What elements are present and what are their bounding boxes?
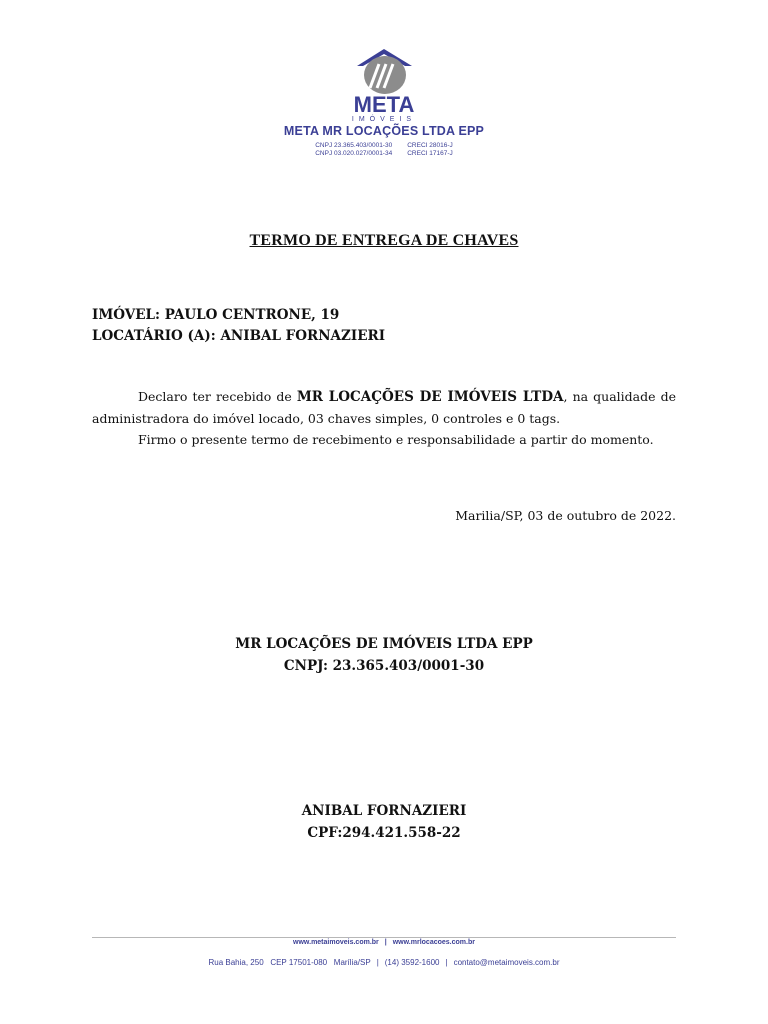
website-link[interactable]: www.metaimoveis.com.br (293, 939, 379, 946)
company-signature-name: MR LOCAÇÕES DE IMÓVEIS LTDA EPP (235, 636, 533, 652)
footer-contact (0, 958, 768, 967)
separator: | (376, 958, 379, 967)
declaration-body (92, 386, 676, 450)
footer-divider (92, 937, 676, 938)
date-line: Marilia/SP, 03 de outubro de 2022. (455, 508, 676, 523)
city-text: Marília/SP (333, 958, 371, 967)
address-text: Rua Bahia, 250 (208, 958, 264, 967)
meta-logo (309, 40, 459, 122)
tenant-signature (0, 800, 768, 844)
footer-websites (0, 939, 768, 946)
property-info (92, 305, 385, 347)
document-title: TERMO DE ENTREGA DE CHAVES (249, 232, 519, 249)
para-text: Declaro ter recebido de (138, 389, 297, 404)
company-signature-id: CNPJ: 23.365.403/0001-30 (283, 658, 485, 674)
cnpj-text: CNPJ 03.020.027/0001-34 (315, 150, 393, 157)
tenant-signature-id: CPF:294.421.558-22 (307, 825, 461, 841)
registration-row (315, 150, 453, 158)
brand-sub: IMÓVEIS (351, 116, 417, 122)
registration-row (315, 142, 453, 150)
cep-text: CEP 17501-080 (270, 958, 328, 967)
letterhead (0, 40, 768, 159)
company-name-header: META MR LOCAÇÕES LTDA EPP (283, 124, 485, 138)
company-name-inline: MR LOCAÇÕES DE IMÓVEIS LTDA (296, 389, 564, 405)
website-link[interactable]: www.mrlocacoes.com.br (392, 939, 475, 946)
separator: | (445, 958, 448, 967)
creci-text: CRECI 28016-J (407, 142, 453, 149)
property-line: IMÓVEL: PAULO CENTRONE, 19 (92, 307, 340, 323)
tenant-signature-name: ANIBAL FORNAZIERI (301, 803, 467, 819)
declaration-paragraph (92, 386, 676, 429)
commitment-paragraph: Firmo o presente termo de recebimento e responsabilidade a partir do momento. (138, 432, 654, 447)
email-link[interactable]: contato@metaimoveis.com.br (453, 958, 560, 967)
brand-name: META (353, 92, 415, 117)
company-signature (0, 633, 768, 677)
registration-block (315, 142, 453, 158)
tenant-line: LOCATÁRIO (A): ANIBAL FORNAZIERI (92, 328, 386, 344)
para-text: , na qualidade de administradora do imóvel locado, 03 chaves simples, 0 controles e 0 tags. (92, 389, 676, 426)
cnpj-text: CNPJ 23.365.403/0001-30 (315, 142, 393, 149)
separator: | (384, 939, 387, 946)
phone-text: (14) 3592-1600 (384, 958, 440, 967)
creci-text: CRECI 17167-J (407, 150, 453, 157)
